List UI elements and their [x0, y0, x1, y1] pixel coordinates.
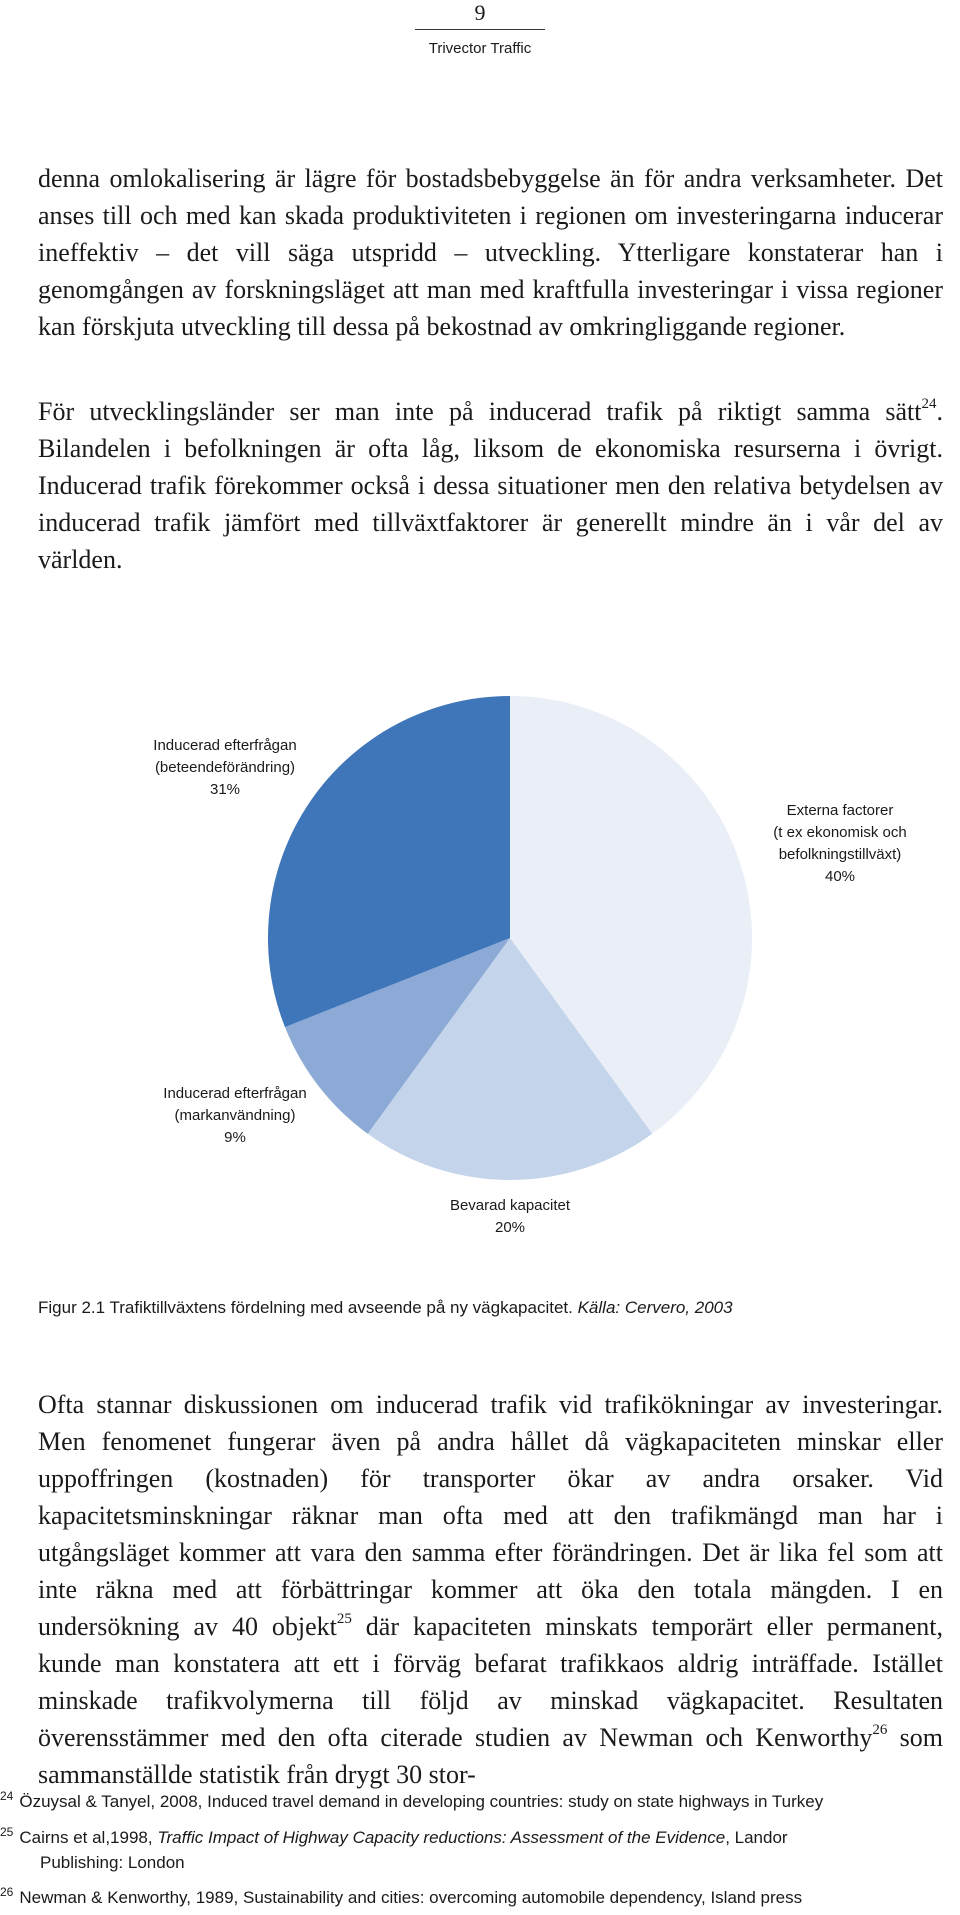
footnote-text: Newman & Kenworthy, 1989, Sustainability and cities: overcoming automobile dependency, Island press	[19, 1888, 803, 1907]
slice-percent-label: 40%	[824, 868, 856, 885]
footnote-number: 25	[0, 1825, 14, 1839]
footnote-title: Traffic Impact of Highway Capacity reductions: Assessment of the Evidence	[157, 1828, 726, 1847]
pie-chart-svg	[0, 690, 960, 1260]
paragraph-2-text-a: För utvecklingsländer ser man inte på inducerad trafik på riktigt samma sätt	[38, 397, 922, 426]
footnote-number: 24	[0, 1789, 14, 1803]
paragraph-2-text-b: . Bilandelen i befolkningen är ofta låg, liksom de ekonomiska resurserna i övrigt. Inducerad trafik förekommer också i dessa situationer men den relativa betydelsen av inducerad trafik jämfört med tillväxtfaktorer är generellt mindre än i vår del av världen.	[38, 397, 943, 574]
body-paragraph-3	[38, 1386, 943, 1793]
footnote-number: 26	[0, 1885, 14, 1899]
slice-percent-label: 9%	[224, 1129, 246, 1146]
footnote-text: , Landor	[725, 1828, 788, 1847]
footnote-25	[0, 1826, 950, 1875]
footnote-ref-26[interactable]: 26	[872, 1722, 888, 1739]
paragraph-3-text-a: Ofta stannar diskussionen om inducerad trafik vid trafikökningar av investeringar. Men fenomenet fungerar även på andra hållet då vägkapaciteten minskar eller uppoffringen (kostnaden) för transporter ökar av andra orsaker. Vid kapacitetsminskningar räknar man ofta med att den trafikmängd man har i utgångsläget kommer att vara den samma efter förändringen. Det är lika fel som att inte räkna med att förbättringar kommer att öka den totala mängden. I en undersökning av 40 objekt	[38, 1390, 943, 1641]
slice-label: Externa factorer	[786, 802, 894, 819]
paragraph-3-text-b: där kapaciteten minskats temporärt eller permanent, kunde man konstatera att ett i förväg befarat trafikkaos aldrig inträffade. Istället minskade trafikvolymerna till följd av minskad vägkapacitet. Resultaten överensstämmer med den ofta citerade studien av Newman och Kenworthy	[38, 1612, 943, 1752]
slice-label: befolkningstillväxt)	[778, 846, 902, 863]
slice-percent-label: 20%	[494, 1219, 526, 1236]
footnote-26	[0, 1886, 950, 1911]
header-rule	[415, 29, 545, 30]
footnote-continuation: Publishing: London	[40, 1853, 185, 1872]
body-paragraph-1: denna omlokalisering är lägre för bostadsbebyggelse än för andra verksamheter. Det anses till och med kan skada produktiviteten i regionen om investeringarna inducerar ineffektiv – det vill säga utspridd – utveckling. Ytterligare konstaterar han i genomgången av forskningsläget att man med kraftfulla investeringar i vissa regioner kan förskjuta utveckling till dessa på bekostnad av omkringliggande regioner.	[38, 164, 943, 341]
slice-label: (t ex ekonomisk och	[773, 824, 907, 841]
slice-label: Inducerad efterfrågan	[153, 737, 297, 754]
slice-label: Bevarad kapacitet	[449, 1197, 571, 1214]
caption-source: Källa: Cervero, 2003	[577, 1298, 733, 1317]
footnote-text: Cairns et al,1998,	[19, 1828, 158, 1847]
footnote-ref-25[interactable]: 25	[336, 1611, 352, 1628]
slice-percent-label: 31%	[209, 781, 241, 798]
header-title: Trivector Traffic	[428, 40, 532, 57]
pie-chart	[0, 690, 960, 1260]
slice-label: Inducerad efterfrågan	[163, 1085, 307, 1102]
slice-label: (markanvändning)	[174, 1107, 296, 1124]
slice-label: (beteendeförändring)	[154, 759, 296, 776]
page-header	[0, 0, 960, 60]
paragraph-3-text-c: som sammanställde statistik från drygt 30 stor-	[38, 1723, 943, 1789]
footnote-text: Özuysal & Tanyel, 2008, Induced travel demand in developing countries: study on state highways in Turkey	[19, 1792, 824, 1811]
figure-caption	[38, 1298, 943, 1318]
body-paragraph-2	[38, 393, 943, 578]
footnote-ref-24[interactable]: 24	[921, 396, 937, 413]
caption-text: Figur 2.1 Trafiktillväxtens fördelning med avseende på ny vägkapacitet.	[38, 1298, 573, 1317]
footnote-24	[0, 1790, 950, 1815]
page-number: 9	[474, 0, 486, 25]
